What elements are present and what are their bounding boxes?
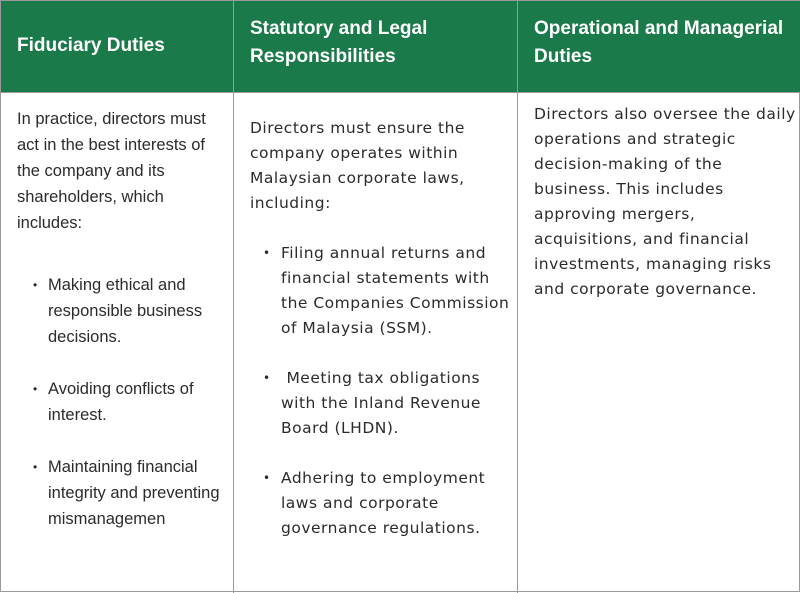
list-item: • Making ethical and responsible business decisions. [17,272,222,350]
statutory-legal-column [233,1,517,593]
fiduciary-duties-header [1,1,233,93]
statutory-legal-header [234,1,517,93]
statutory-legal-list [250,241,510,541]
list-item: • Avoiding conflicts of interest. [17,376,222,428]
fiduciary-duties-list [17,272,222,532]
fiduciary-duties-column [1,1,233,593]
operational-managerial-text: Directors also oversee the daily operations and strategic decision-making of the business. This includes approving mergers, acquisitions, and financial investments, managing risks and corporate governance. [534,105,796,298]
operational-managerial-body [534,102,796,302]
operational-managerial-column [517,1,800,593]
fiduciary-duties-heading: Fiduciary Duties [17,35,165,56]
statutory-legal-body [250,116,510,566]
fiduciary-duties-body [17,106,222,558]
statutory-legal-heading: Statutory and Legal Responsibilities [250,18,428,67]
statutory-legal-intro: Directors must ensure the company operates within Malaysian corporate laws, including: [250,119,465,212]
list-item: • Filing annual returns and financial statements with the Companies Commission of Malaysia (SSM). [250,241,510,341]
bullet-icon: • [33,278,38,292]
bullet-icon: • [263,371,271,385]
list-item: • Maintaining financial integrity and preventing mismanagemen [17,454,222,532]
bullet-icon: • [33,382,38,396]
fiduciary-duties-intro: In practice, directors must act in the best interests of the company and its shareholders, which includes: [17,110,206,232]
list-item: • Adhering to employment laws and corporate governance regulations. [250,466,510,541]
operational-managerial-heading: Operational and Managerial Duties [534,18,784,67]
bullet-icon: • [33,460,38,474]
bullet-icon: • [263,246,271,260]
list-item: • Meeting tax obligations with the Inland Revenue Board (LHDN). [250,366,510,441]
bullet-icon: • [263,471,271,485]
operational-managerial-header [518,1,800,93]
